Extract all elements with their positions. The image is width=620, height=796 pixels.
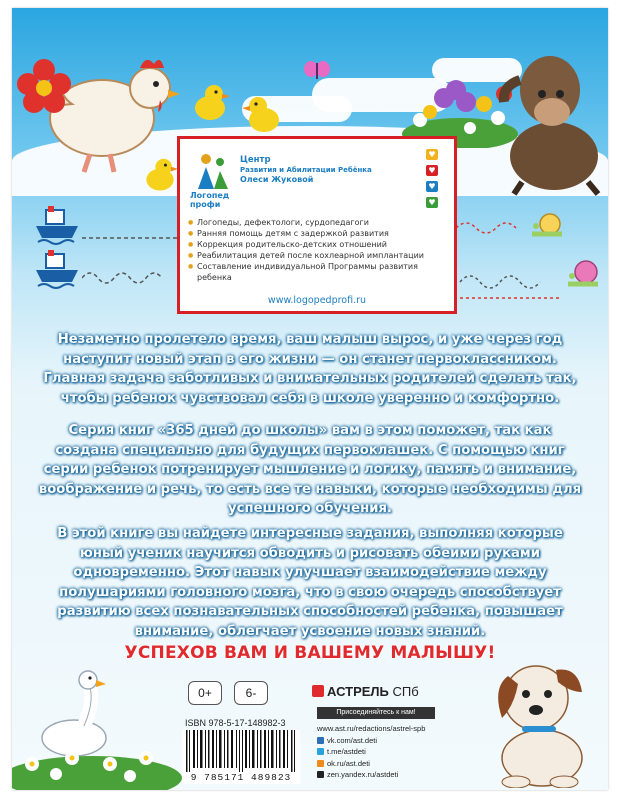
service-item: ● Логопеды, дефектологи, сурдопедагоги bbox=[188, 217, 450, 228]
heart-icon: ♥ bbox=[426, 181, 438, 192]
heart-icons bbox=[426, 149, 440, 213]
heart-icon: ♥ bbox=[426, 165, 438, 176]
heart-icon: ♥ bbox=[426, 149, 438, 160]
intro-paragraph-1: Незаметно пролетело время, ваш малыш вырос, и уже через год наступит новый этап в его жизни — он станет первоклассником. Главная задача заботливых и внимательных родителей сделать так, чтобы ребенок чувствовал себя в школе уверенно и комфортно. bbox=[43, 332, 577, 406]
barcode-bars bbox=[182, 730, 300, 772]
publisher-logo bbox=[312, 684, 419, 699]
barcode-number: 9 785171 489823 bbox=[182, 772, 300, 783]
social-links bbox=[317, 723, 425, 781]
logo-line-2: профи bbox=[190, 200, 221, 209]
publisher-city: СПб bbox=[392, 684, 419, 699]
chick-icon bbox=[242, 94, 286, 138]
age-rating-0plus: 0+ bbox=[188, 681, 222, 705]
heart-icon: ♥ bbox=[426, 197, 438, 208]
butterfly-icon bbox=[304, 60, 330, 82]
center-name: Олеси Жуковой bbox=[240, 175, 314, 184]
chick-icon bbox=[188, 82, 232, 126]
telegram-icon bbox=[317, 748, 324, 755]
ok-link[interactable]: ok.ru/ast.deti bbox=[317, 758, 425, 770]
closing-wish: УСПЕХОВ ВАМ И ВАШЕМУ МАЛЫШУ! bbox=[124, 643, 496, 663]
service-item: ● Реабилитация детей после кохлеарной имплантации bbox=[188, 250, 450, 261]
tracing-lines-left bbox=[82, 228, 182, 288]
publisher-name: АСТРЕЛЬ bbox=[327, 684, 389, 699]
service-item: ● Составление индивидуальной Программы развития ребенка bbox=[188, 261, 450, 283]
center-title: Центр bbox=[240, 155, 271, 165]
boat-icon bbox=[34, 206, 80, 246]
logo-wordmark bbox=[190, 191, 229, 209]
service-item: ● Коррекция родительско-детских отношений bbox=[188, 239, 450, 250]
services-list bbox=[188, 217, 450, 283]
intro-paragraph-2: Серия книг «365 дней до школы» вам в этом поможет, так как создана специально для будущих первоклашек. С помощью книг серии ребенок потренирует мышление и логику, память и внимание, воображение и речь, то есть все те навыки, которые необходимы для успешного обучения. bbox=[38, 423, 582, 516]
vk-icon bbox=[317, 737, 324, 744]
zen-link[interactable]: zen.yandex.ru/astdeti bbox=[317, 769, 425, 781]
logoped-logo-icon bbox=[194, 151, 232, 191]
lamb-illustration bbox=[498, 46, 606, 196]
website-link[interactable]: www.logopedprofi.ru bbox=[267, 295, 367, 306]
chick-icon bbox=[140, 156, 180, 196]
site-link[interactable]: www.ast.ru/redactions/astrel-spb bbox=[317, 724, 426, 733]
book-back-cover bbox=[12, 8, 608, 790]
ok-icon bbox=[317, 760, 324, 767]
flower-meadow bbox=[12, 728, 182, 790]
zen-icon bbox=[317, 771, 324, 778]
red-flower bbox=[14, 56, 74, 116]
snail-icon bbox=[530, 210, 566, 238]
vk-link[interactable]: vk.com/ast.deti bbox=[317, 735, 425, 747]
puppy-illustration bbox=[478, 648, 606, 788]
logo-line-1: Логопед bbox=[190, 191, 230, 200]
center-subtitle: Развития и Абилитации Ребёнка bbox=[240, 166, 372, 174]
boat-icon bbox=[34, 250, 80, 290]
snail-icon bbox=[566, 258, 602, 288]
age-rating-6minus: 6- bbox=[234, 681, 268, 705]
join-us-banner: Присоединяйтесь к нам! bbox=[317, 707, 435, 719]
isbn-text: ISBN 978-5-17-148982-3 bbox=[185, 718, 286, 728]
intro-paragraph-3: В этой книге вы найдете интересные задания, выполняя которые юный ученик научится обводить и рисовать обеими руками одновременно. Этот навык улучшает взаимодействие между полушариями головного мозга, что в свою очередь способствует развитию всех познавательных способностей ребенка, повышает внимание, облегчает усвоение новых знаний. bbox=[57, 526, 563, 639]
telegram-link[interactable]: t.me/astdeti bbox=[317, 746, 425, 758]
service-item: ● Ранняя помощь детям с задержкой развития bbox=[188, 228, 450, 239]
logopedprofi-ad-box bbox=[177, 136, 457, 314]
publisher-logo-icon bbox=[312, 685, 324, 697]
